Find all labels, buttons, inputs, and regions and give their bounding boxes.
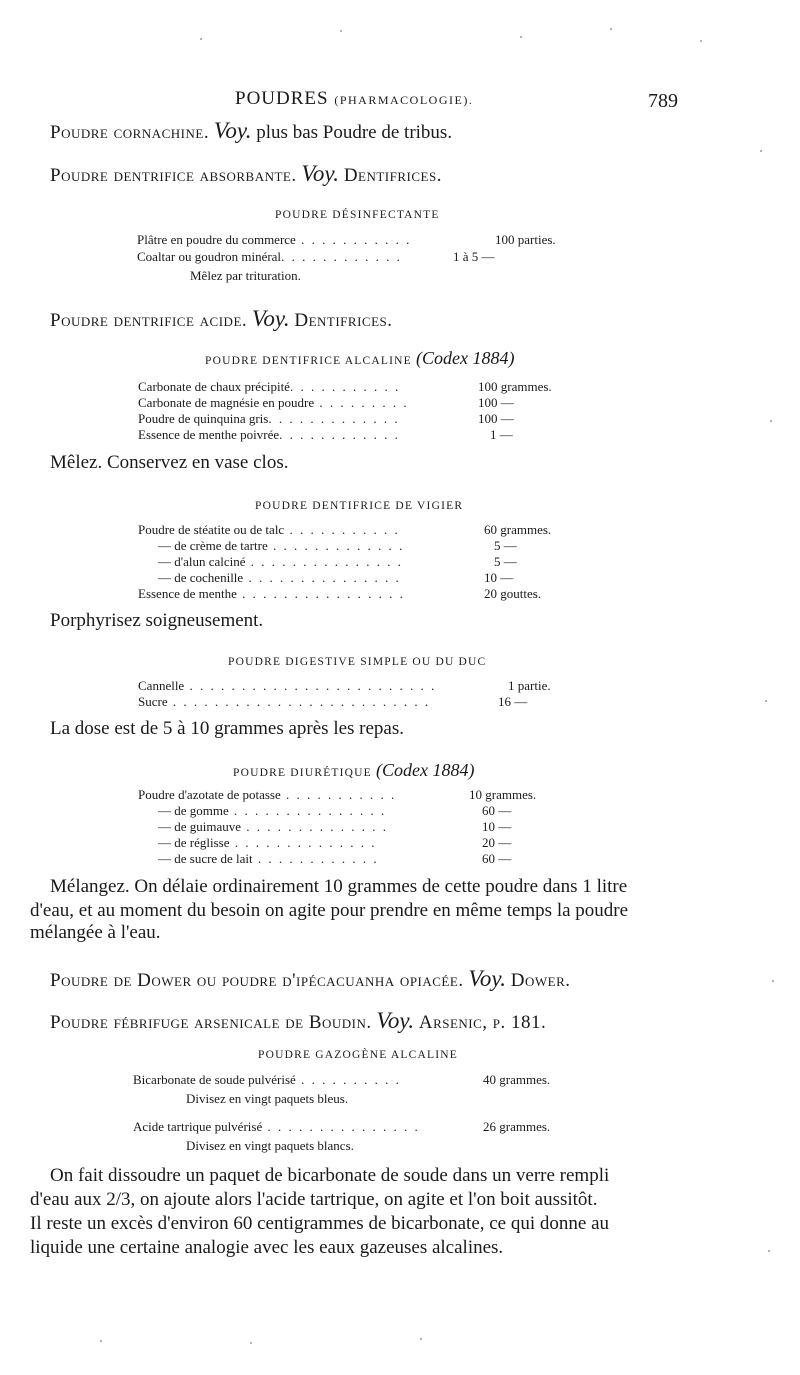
- entry-name: Poudre dentrifice acide.: [50, 310, 248, 331]
- recipe-line: — d'alun calciné . . . . . . . . . . . . . . . 5 —: [158, 554, 517, 569]
- ingredient-qty: 1 —: [490, 427, 513, 442]
- entry-reference: Dentifrices.: [343, 165, 442, 186]
- recipe-line: — de sucre de lait . . . . . . . . . . . . 60 —: [158, 851, 512, 866]
- paragraph-line: Mélangez. On délaie ordinairement 10 grammes de cette poudre dans 1 litre: [50, 876, 628, 897]
- entry-dentifrice-absorbante: [50, 161, 442, 187]
- ingredient-qty: 1 partie.: [508, 678, 551, 693]
- ingredient-name: — de guimauve: [158, 819, 242, 834]
- paragraph-line: d'eau, et au moment du besoin on agite pour prendre en même temps la poudre: [30, 900, 629, 921]
- ingredient-qty: 100 —: [478, 395, 514, 410]
- ingredient-qty: 20 gouttes.: [484, 586, 542, 601]
- ingredient-name: Sucre: [138, 694, 168, 709]
- ingredient-name: Bicarbonate de soude pulvérisé: [133, 1072, 296, 1087]
- voy-label: Voy.: [301, 161, 340, 186]
- recipe-line: Essence de menthe poivrée. . . . . . . . . . . . 1 —: [138, 427, 513, 442]
- entry-febrifuge: [50, 1008, 546, 1034]
- ingredient-name: Essence de menthe poivrée: [138, 427, 280, 442]
- entry-dentrifice-acide: [50, 306, 393, 332]
- recipe-line: — de crème de tartre . . . . . . . . . . . . . 5 —: [158, 538, 517, 553]
- recipe-line: Essence de menthe . . . . . . . . . . . . . . . . 20 gouttes.: [138, 586, 542, 601]
- ingredient-qty: 100 grammes.: [478, 379, 552, 394]
- entry-reference: Dower.: [510, 970, 571, 991]
- recipe-title-text: POUDRE DENTIFRICE ALCALINE: [205, 355, 412, 367]
- recipe-instruction: Mêlez. Conservez en vase clos.: [50, 452, 289, 473]
- recipe-title-vigier: POUDRE DENTIFRICE DE VIGIER: [255, 500, 464, 512]
- ingredient-qty: 100 parties.: [495, 232, 556, 247]
- entry-name: Poudre cornachine.: [50, 122, 210, 143]
- entry-reference: Dentifrices.: [294, 310, 393, 331]
- entry-name: Poudre fébrifuge arsenicale de Boudin.: [50, 1012, 372, 1033]
- recipe-line: Poudre de quinquina gris. . . . . . . . . . . . . 100 —: [138, 411, 514, 426]
- ingredient-name: Plâtre en poudre du commerce: [137, 232, 296, 247]
- paragraph-line: On fait dissoudre un paquet de bicarbonate de soude dans un verre rempli: [50, 1165, 610, 1186]
- header-title: POUDRES: [235, 88, 329, 109]
- recipe-line: Poudre d'azotate de potasse . . . . . . . . . . . 10 grammes.: [138, 787, 537, 802]
- running-header: [235, 88, 473, 110]
- ingredient-name: — de cochenille: [158, 570, 244, 585]
- ingredient-qty: 1 à 5 —: [453, 249, 495, 264]
- recipe-instruction: Porphyrisez soigneusement.: [50, 610, 264, 631]
- ingredient-qty: 60 —: [482, 803, 512, 818]
- recipe-line: — de guimauve . . . . . . . . . . . . . . 10 —: [158, 819, 512, 834]
- ingredient-name: Poudre d'azotate de potasse: [138, 787, 281, 802]
- entry-reference: Arsenic, p. 181.: [418, 1012, 547, 1033]
- ingredient-name: — de gomme: [158, 803, 229, 818]
- page-number: 789: [648, 90, 678, 112]
- recipe-instruction: La dose est de 5 à 10 grammes après les repas.: [50, 718, 405, 739]
- ingredient-name: — d'alun calciné: [158, 554, 246, 569]
- recipe-line: Plâtre en poudre du commerce . . . . . . . . . . . 100 parties.: [137, 232, 556, 247]
- header-subtitle: (PHARMACOLOGIE).: [334, 93, 474, 107]
- ingredient-name: — de sucre de lait: [158, 851, 253, 866]
- recipe-line: Acide tartrique pulvérisé . . . . . . . . . . . . . . . 26 grammes.: [133, 1119, 551, 1134]
- ingredient-name: Poudre de quinquina gris: [138, 411, 269, 426]
- paragraph-line: liquide une certaine analogie avec les eaux gazeuses alcalines.: [30, 1237, 504, 1258]
- recipe-line: Sucre . . . . . . . . . . . . . . . . . . . . . . . . . 16 —: [138, 694, 528, 709]
- recipe-line: Carbonate de magnésie en poudre . . . . . . . . . 100 —: [138, 395, 514, 410]
- ingredient-qty: 10 —: [484, 570, 514, 585]
- codex-reference: (Codex 1884): [415, 348, 515, 368]
- entry-name: Poudre de Dower ou poudre d'ipécacuanha opiacée.: [50, 970, 464, 991]
- recipe-line: Carbonate de chaux précipité. . . . . . . . . . . 100 grammes.: [138, 379, 552, 394]
- recipe-note: Divisez en vingt paquets bleus.: [186, 1091, 349, 1106]
- ingredient-qty: 26 grammes.: [483, 1119, 551, 1134]
- recipe-note: Mêlez par trituration.: [190, 268, 301, 283]
- ingredient-qty: 5 —: [494, 554, 517, 569]
- ingredient-name: Essence de menthe: [138, 586, 237, 601]
- entry-cornachine: [50, 118, 452, 144]
- ingredient-name: Carbonate de magnésie en poudre: [138, 395, 315, 410]
- ingredient-name: Poudre de stéatite ou de talc: [138, 522, 285, 537]
- ingredient-qty: 10 grammes.: [469, 787, 537, 802]
- recipe-line: — de cochenille . . . . . . . . . . . . . . . 10 —: [158, 570, 514, 585]
- voy-label: Voy.: [468, 966, 507, 991]
- recipe-line: Bicarbonate de soude pulvérisé . . . . . . . . . . 40 grammes.: [133, 1072, 551, 1087]
- paragraph-line: d'eau aux 2/3, on ajoute alors l'acide tartrique, on agite et l'on boit aussitôt.: [30, 1189, 598, 1210]
- entry-dower: [50, 966, 571, 992]
- recipe-line: Poudre de stéatite ou de talc . . . . . . . . . . . 60 grammes.: [138, 522, 552, 537]
- recipe-note: Divisez en vingt paquets blancs.: [186, 1138, 354, 1153]
- paragraph-line: mélangée à l'eau.: [30, 922, 161, 943]
- entry-reference: plus bas Poudre de tribus.: [256, 122, 453, 143]
- ingredient-qty: 20 —: [482, 835, 512, 850]
- ingredient-name: — de crème de tartre: [158, 538, 268, 553]
- ingredient-name: Carbonate de chaux précipité: [138, 379, 290, 394]
- codex-reference: (Codex 1884): [375, 760, 475, 780]
- recipe-line: Cannelle . . . . . . . . . . . . . . . . . . . . . . . . 1 partie.: [138, 678, 551, 693]
- recipe-line: — de gomme . . . . . . . . . . . . . . . 60 —: [158, 803, 512, 818]
- ingredient-qty: 16 —: [498, 694, 528, 709]
- recipe-title-alcaline: [205, 348, 514, 369]
- ingredient-qty: 40 grammes.: [483, 1072, 551, 1087]
- voy-label: Voy.: [251, 306, 290, 331]
- paragraph-line: Il reste un excès d'environ 60 centigrammes de bicarbonate, ce qui donne au: [30, 1213, 610, 1234]
- ingredient-qty: 5 —: [494, 538, 517, 553]
- ingredient-name: Coaltar ou goudron minéral: [137, 249, 282, 264]
- voy-label: Voy.: [213, 118, 252, 143]
- recipe-title-text: POUDRE DIURÉTIQUE: [233, 767, 372, 779]
- voy-label: Voy.: [376, 1008, 415, 1033]
- recipe-line: Coaltar ou goudron minéral. . . . . . . . . . . . 1 à 5 —: [137, 249, 495, 264]
- ingredient-name: Cannelle: [138, 678, 185, 693]
- ingredient-name: Acide tartrique pulvérisé: [133, 1119, 263, 1134]
- ingredient-qty: 10 —: [482, 819, 512, 834]
- ingredient-qty: 60 grammes.: [484, 522, 552, 537]
- entry-name: Poudre dentrifice absorbante.: [50, 165, 297, 186]
- ingredient-qty: 60 —: [482, 851, 512, 866]
- ingredient-name: — de réglisse: [158, 835, 230, 850]
- ingredient-qty: 100 —: [478, 411, 514, 426]
- recipe-line: — de réglisse . . . . . . . . . . . . . . 20 —: [158, 835, 512, 850]
- recipe-title-diuretique: [233, 760, 474, 781]
- recipe-title-digestive: POUDRE DIGESTIVE SIMPLE OU DU DUC: [228, 656, 487, 668]
- recipe-title-desinfectante: POUDRE DÉSINFECTANTE: [275, 209, 440, 221]
- recipe-title-gazogene: POUDRE GAZOGÈNE ALCALINE: [258, 1049, 459, 1061]
